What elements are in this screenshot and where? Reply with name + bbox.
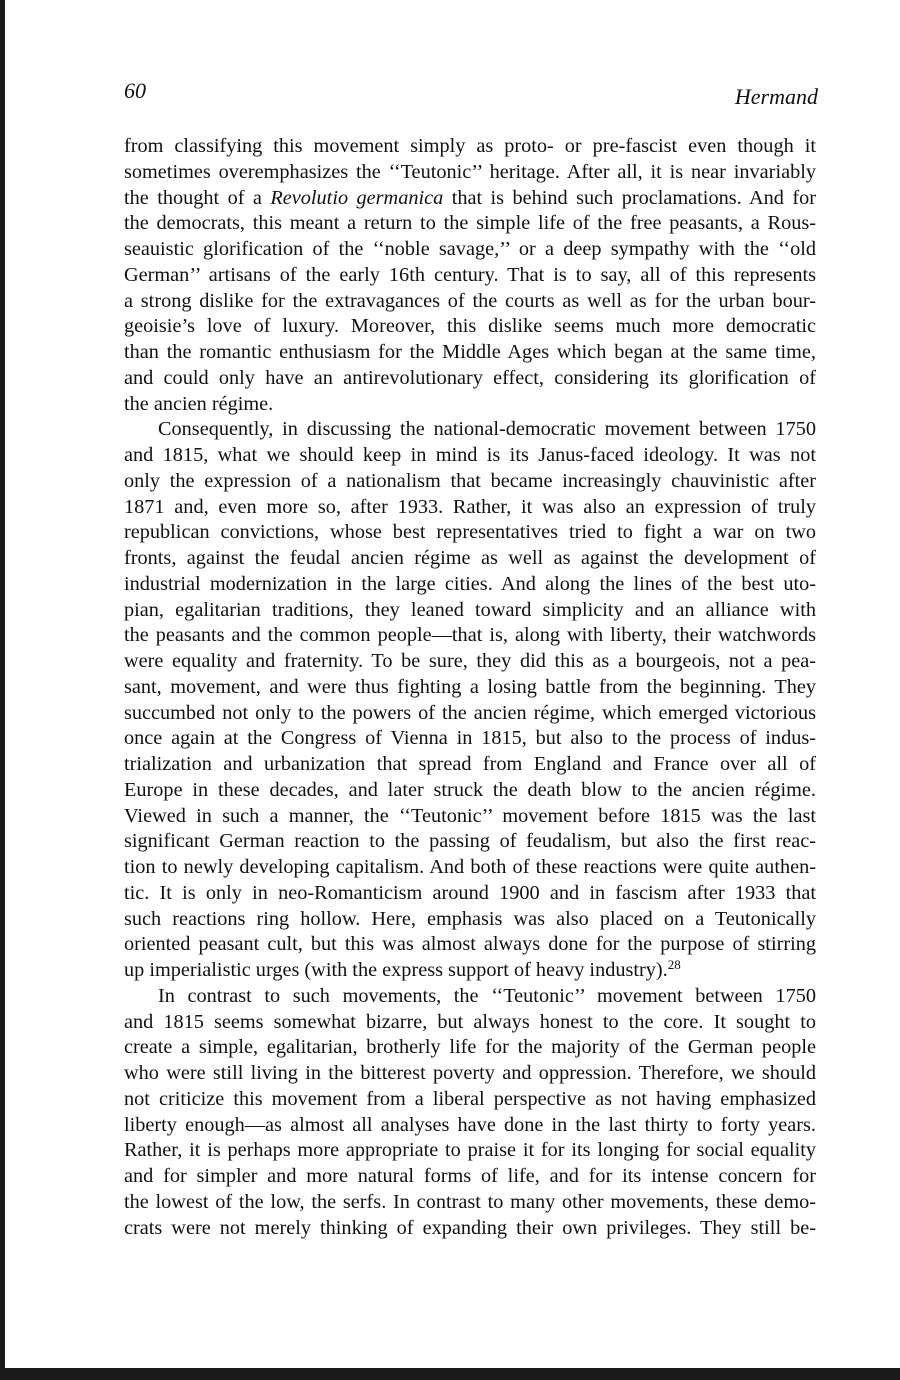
paragraph-start: Consequently, in discussing the national-democratic movement between 1750 (158, 418, 816, 441)
text-line: the lowest of the low, the serfs. In contrast to many other movements, these demo- (124, 1190, 816, 1213)
text-line: republican convictions, whose best representatives tried to fight a war on two (124, 521, 816, 544)
text-line: the peasants and the common people—that is, along with liberty, their watchwords (124, 624, 816, 647)
text-line: pian, egalitarian traditions, they leaned toward simplicity and an alliance with (124, 598, 816, 621)
text-line: the ancien régime. (124, 392, 274, 415)
text-line: from classifying this movement simply as proto- or pre-fascist even though it (124, 135, 816, 157)
text-line: fronts, against the feudal ancien régime as well as against the development of (124, 547, 816, 569)
text-line: the thought of a Revolutio germanica that is behind such proclamations. And for (124, 186, 816, 209)
text-line: significant German reaction to the passing of feudalism, but also the first reac- (124, 830, 816, 853)
page-number: 60 (124, 78, 146, 103)
text-line: and could only have an antirevolutionary effect, considering its glorification of (124, 366, 816, 389)
text-line: and for simpler and more natural forms of life, and for its intense concern for (124, 1165, 816, 1187)
scan-edge-left (0, 0, 5, 1380)
text-line: German’’ artisans of the early 16th century. That is to say, all of this represents (124, 263, 816, 286)
text-line: only the expression of a nationalism that became increasingly chauvinistic after (124, 469, 816, 492)
text-line: were equality and fraternity. To be sure, they did this as a bourgeois, not a pea- (124, 650, 816, 672)
text-line: Rather, it is perhaps more appropriate to praise it for its longing for social equality (124, 1139, 816, 1162)
text-line: Europe in these decades, and later struck the death blow to the ancien régime. (124, 778, 816, 801)
text-line: than the romantic enthusiasm for the Middle Ages which began at the same time, (124, 341, 816, 363)
footnote-marker[interactable]: 28 (667, 957, 681, 972)
text-line: succumbed not only to the powers of the ancien régime, which emerged victorious (124, 701, 816, 724)
text-line: liberty enough—as almost all analyses have done in the last thirty to forty years. (124, 1113, 816, 1136)
text-line: oriented peasant cult, but this was almost always done for the purpose of stirring (124, 933, 816, 956)
scan-edge-bottom (0, 1368, 900, 1380)
text-line: tion to newly developing capitalism. And both of these reactions were quite authen- (124, 856, 816, 878)
paragraph-start: In contrast to such movements, the ‘‘Teutonic’’ movement between 1750 (158, 984, 816, 1007)
text-line: 1871 and, even more so, after 1933. Rather, it was also an expression of truly (124, 495, 816, 518)
text-line: once again at the Congress of Vienna in 1815, but also to the process of indus- (124, 727, 816, 750)
text-line: geoisie’s love of luxury. Moreover, this dislike seems much more democratic (124, 315, 816, 338)
running-head: Hermand (734, 84, 818, 109)
text-line: not criticize this movement from a liberal perspective as not having emphasized (124, 1087, 816, 1110)
text-line: who were still living in the bitterest poverty and oppression. Therefore, we should (124, 1062, 816, 1084)
text-line: sant, movement, and were thus fighting a losing battle from the beginning. They (124, 675, 816, 698)
text-line: crats were not merely thinking of expanding their own privileges. They still be- (124, 1216, 816, 1239)
text-line: seauistic glorification of the ‘‘noble savage,’’ or a deep sympathy with the ‘‘old (124, 238, 816, 260)
text-line: tic. It is only in neo-Romanticism around 1900 and in fascism after 1933 that (124, 881, 816, 904)
text-line: up imperialistic urges (with the express support of heavy industry).$^{28}$ (124, 957, 681, 981)
text-line: a strong dislike for the extravagances of the courts as well as for the urban bour- (124, 289, 816, 312)
italic-term: Revolutio germanica (270, 186, 444, 209)
text-line: and 1815, what we should keep in mind is its Janus-faced ideology. It was not (124, 444, 816, 466)
text-line: create a simple, egalitarian, brotherly life for the majority of the German people (124, 1036, 816, 1059)
text-line: Viewed in such a manner, the ‘‘Teutonic’’ movement before 1815 was the last (124, 804, 816, 827)
text-line: trialization and urbanization that spread from England and France over all of (124, 753, 816, 775)
body-text (124, 134, 816, 1241)
text-line: and 1815 seems somewhat bizarre, but always honest to the core. It sought to (124, 1010, 816, 1033)
text-line: the democrats, this meant a return to the simple life of the free peasants, a Rous- (124, 212, 816, 235)
text-line: sometimes overemphasizes the ‘‘Teutonic’’ heritage. After all, it is near invariably (124, 160, 816, 183)
text-line: such reactions ring hollow. Here, emphasis was also placed on a Teutonically (124, 907, 816, 930)
text-line: industrial modernization in the large cities. And along the lines of the best uto- (124, 572, 816, 595)
